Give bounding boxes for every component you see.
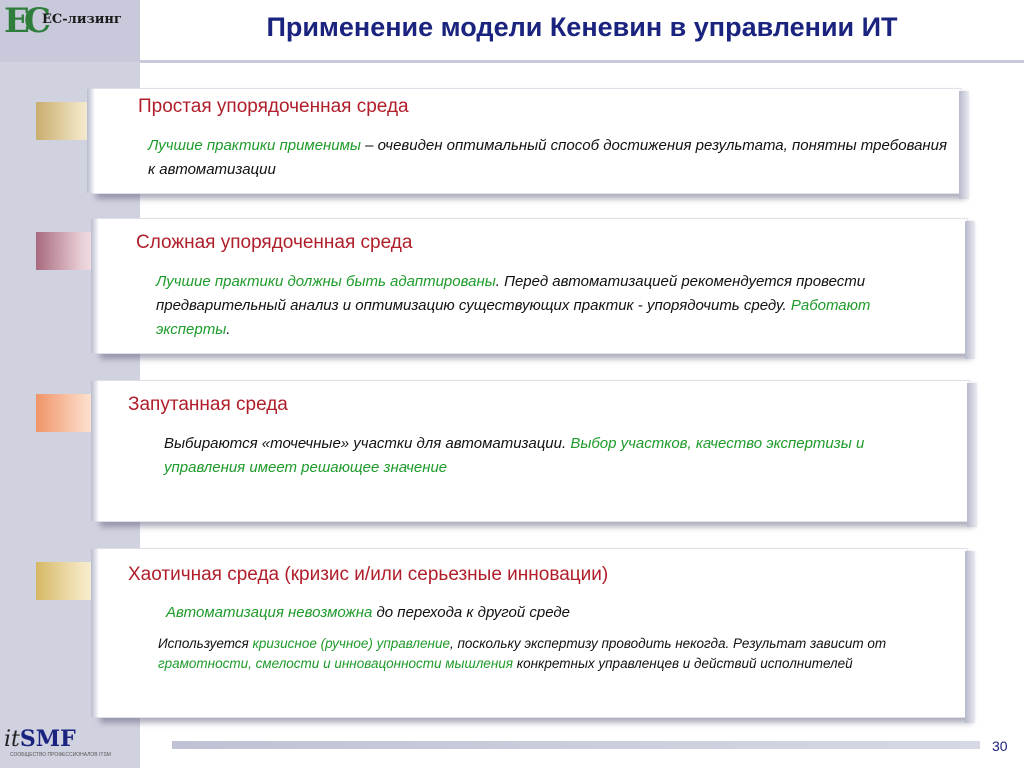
section-text-4b (158, 634, 888, 674)
header-divider (140, 60, 1024, 63)
section-text-2 (156, 270, 936, 342)
section-text-1-body: – очевиден оптимальный способ достижения результата, понятны требования к автоматизации (148, 137, 948, 178)
section-text-3-highlight: Выбор участков, качество экспертизы и управления имеет решающее значение (164, 435, 865, 476)
section-text-2-highlight: Лучшие практики должны быть адаптированы (156, 273, 496, 290)
section-heading-1: Простая упорядоченная среда (138, 96, 409, 117)
company-logo (2, 2, 138, 40)
section-heading-3: Запутанная среда (128, 394, 288, 415)
itsmf-logo-it: it (4, 727, 20, 752)
section-text-4b-b: , поскольку экспертизу проводить некогда. Результат зависит от (449, 636, 887, 651)
section-heading-4: Хаотичная среда (кризис и/или серьезные инновации) (128, 564, 609, 585)
section-text-4b-a: Используется (158, 636, 253, 651)
section-text-4a-body: до перехода к другой среде (372, 604, 571, 621)
page-number: 30 (992, 738, 1008, 754)
section-text-2-end: . (226, 321, 231, 338)
itsmf-logo-smf: SMF (19, 726, 76, 752)
page-title: Применение модели Кеневин в управлении ИТ (266, 12, 898, 42)
section-text-1 (148, 134, 948, 182)
itsmf-logo (4, 726, 124, 762)
logo-mark: ЕС (4, 1, 45, 41)
logo-text: ЕС-лизинг (42, 12, 122, 27)
section-text-4b-highlight-2: грамотности, смелости и инновацонности мышления (158, 656, 513, 671)
itsmf-logo-subtitle: СООБЩЕСТВО ПРОФЕССИОНАЛОВ ITSM (10, 752, 111, 758)
section-text-4b-c: конкретных управленцев и действий исполнителей (512, 656, 853, 671)
section-heading-2: Сложная упорядоченная среда (136, 232, 413, 253)
section-text-4b-highlight: кризисное (ручное) управление (252, 636, 450, 651)
footer-bar (172, 741, 980, 749)
section-text-2-highlight-2: Работают эксперты (156, 297, 871, 338)
section-text-2-body: . Перед автоматизацией рекомендуется провести предварительный анализ и оптимизацию существующих практик - упорядочить среду. (156, 273, 866, 314)
section-text-3-body: Выбираются «точечные» участки для автоматизации. (164, 435, 571, 452)
section-text-3 (164, 432, 934, 480)
section-text-4a-highlight: Автоматизация невозможна (166, 604, 373, 621)
section-text-4a (166, 601, 926, 625)
section-text-1-highlight: Лучшие практики применимы (148, 137, 361, 154)
